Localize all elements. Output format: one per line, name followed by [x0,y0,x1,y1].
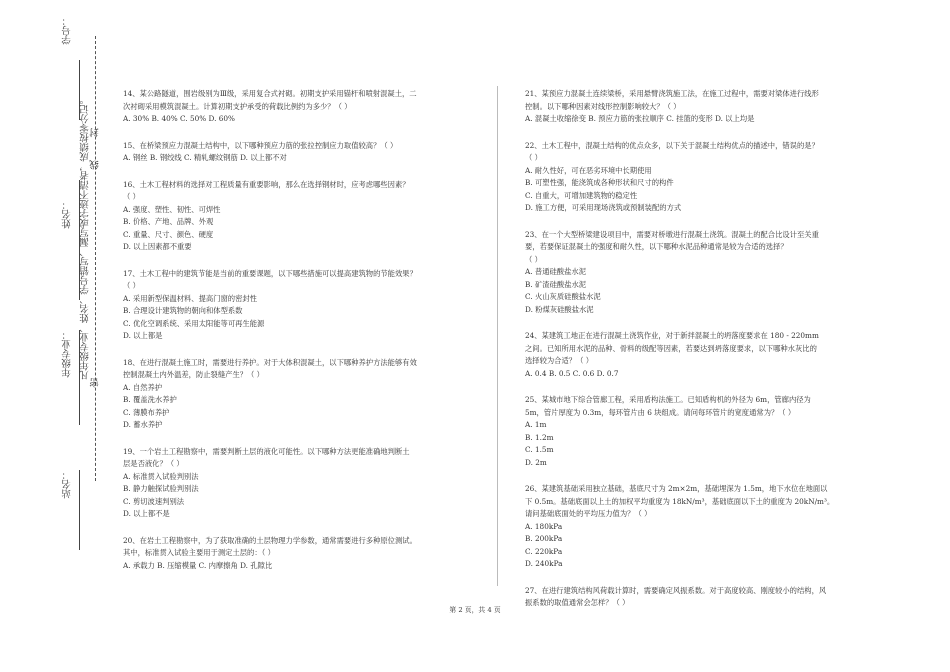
question-25 [525,394,885,469]
question-option: C. 重量、尺寸、颜色、硬度 [123,229,214,239]
question-15 [123,140,483,165]
question-stem: 22、土木工程中，混凝土结构的优点众多，以下关于混凝土结构优点的描述中，错误的是？ [525,140,819,150]
question-stem: 18、在进行混凝土施工时，需要进行养护。对于大体积混凝土，以下哪种养护方法能够有效 [123,357,417,367]
question-option: A. 普通硅酸盐水泥 [525,267,586,276]
question-option: D. 粉煤灰硅酸盐水泥 [525,304,594,314]
question-option: D. 蓄水养护 [123,420,163,429]
question-19 [123,446,483,521]
question-option: A. 承载力 B. 压缩模量 C. 内摩擦角 D. 孔隙比 [123,560,273,570]
question-stem: 下 0.5m。基础底面以上土的加权平均重度为 18kN/m³，基础底面以下土的重度为 20kN/m³。 [525,496,835,506]
question-option: A. 1m [525,420,547,429]
question-option: B. 价格、产地、品牌、外观 [123,217,214,226]
question-stem: （ ） [123,281,140,290]
question-option: C. 剪切波速判别法 [123,496,185,506]
question-24 [525,330,885,380]
left-question-column [123,88,483,572]
question-option: A. 180kPa [525,521,563,531]
question-option: D. 施工方便，可采用现场浇筑或预制装配的方式 [525,203,682,212]
question-stem: 25、某城市地下综合管廊工程，采用盾构法施工。已知盾构机的外径为 6m，管廊内径为 [525,395,811,404]
question-stem: 17、土木工程中的建筑节能是当前的重要课题，以下哪些措施可以提高建筑物的节能效果？ [123,268,417,278]
notice-text: 凡年级专业、姓名、学号错写、漏写或字迹不清者，成绩按零分记。 [80,95,91,380]
question-20 [123,535,483,573]
seal-xian: 线 [90,160,101,170]
question-stem: 之间。已知所用水泥的品种、骨料的级配等因素，若要达到坍落度要求，以下哪种水灰比的 [525,343,817,353]
page-footer: 第 2 页，共 4 页 [449,606,501,614]
question-stem: 层是否液化？（ ） [123,459,184,468]
question-stem: 请问基础底面处的平均压力值为？（ ） [525,509,652,518]
question-option: C. 1.5m [525,445,554,454]
seal-dashed-line [95,36,96,481]
question-option: A. 混凝土收缩徐变 B. 预应力筋的张拉顺序 C. 挂篮的变形 D. 以上均是 [525,114,755,123]
question-option: B. 静力触探试验判别法 [123,484,199,493]
question-stem: 选择较为合适？（ ） [525,356,593,365]
question-stem: （ ） [123,192,140,201]
question-option: A. 采用新型保温材料、提高门窗的密封性 [123,293,257,303]
binding-margin [0,0,110,672]
question-stem: 16、土木工程材料的选择对工程质量有重要影响，那么在选择钢材时，应考虑哪些因素？ [123,179,410,189]
question-stem: 5m，管片厚度为 0.3m，每环管片由 6 块组成。请问每环管片的宽度通常为？（ ） [525,407,796,417]
question-stem: 振系数的取值通常会怎样？（ ） [525,598,630,607]
question-stem: 27、在进行建筑结构风荷载计算时，需要确定风振系数。对于高度较高、刚度较小的结构，风 [525,585,827,595]
question-stem: 次衬砌采用模筑混凝土。计算初期支护承受的荷载比例约为多少？（ ） [123,101,352,111]
question-stem: 控制。以下哪种因素对线形控制影响较大？（ ） [525,101,681,111]
question-option: B. 200kPa [525,534,563,543]
question-stem: 要，若要保证混凝土的强度和耐久性，以下哪种水泥品种通常是较为合适的选择？ [525,242,788,251]
question-option: A. 0.4 B. 0.5 C. 0.6 D. 0.7 [525,368,619,378]
school-underline [79,470,80,550]
question-option: C. 优化空调系统、采用太阳能等可再生能源 [123,318,265,328]
question-14 [123,88,483,126]
question-option: C. 火山灰质硅酸盐水泥 [525,292,601,301]
question-option: A. 30% B. 40% C. 50% D. 60% [123,114,235,123]
question-option: A. 强度、塑性、韧性、可焊性 [123,204,221,214]
question-option: D. 240kPa [525,559,563,568]
question-option: D. 以上都是 [123,331,163,340]
question-stem: 23、在一个大型桥梁建设项目中，需要对桥墩进行混凝土浇筑。混凝土的配合比设计至关重 [525,229,819,239]
question-option: C. 自重大，可增加建筑物的稳定性 [525,190,638,200]
question-23 [525,229,885,317]
question-26 [525,483,885,571]
question-option: B. 合理设计建筑物的朝向和体型系数 [123,306,243,315]
question-16 [123,179,483,254]
question-stem: 其中，标准贯入试验主要用于测定土层的：（ ） [123,548,275,557]
question-stem: 20、在岩土工程勘察中，为了获取准确的土层物理力学参数，通常需要进行多种原位测试。 [123,535,417,545]
school-label: 站名： [62,470,73,499]
grade-label: 年级专业： [62,330,73,378]
question-22 [525,140,885,215]
question-option: A. 自然养护 [123,382,163,392]
question-option: A. 耐久性好，可在恶劣环境中长期使用 [525,165,652,175]
question-option: B. 矿渣硅酸盐水泥 [525,279,587,289]
question-18 [123,357,483,432]
question-stem: 15、在桥梁预应力混凝土结构中，以下哪种预应力筋的张拉控制应力取值较高？（ ） [123,140,398,150]
question-stem: 14、某公路隧道，围岩级别为Ⅲ级，采用复合式衬砌。初期支护采用锚杆和喷射混凝土，二 [123,89,417,98]
question-17 [123,268,483,343]
question-option: B. 1.2m [525,432,554,442]
question-option: A. 标准贯入试验判别法 [123,471,199,481]
question-21 [525,88,885,126]
question-stem: 21、某预应力混凝土连续梁桥，采用悬臂浇筑施工法，在施工过程中，需要对梁体进行线形 [525,89,819,98]
question-stem: （ ） [525,254,542,264]
seal-mi: 密 [90,378,101,388]
question-option: C. 220kPa [525,546,563,556]
exam-number-label: 学号： [62,16,73,45]
question-stem: 24、某建筑工地正在进行混凝土浇筑作业，对于新拌混凝土的坍落度要求在 180 - 220mm [525,331,819,340]
name-label: 姓名： [62,200,73,229]
question-stem: 19、一个岩土工程勘察中，需要判断土层的液化可能性。以下哪种方法更能准确地判断土 [123,446,410,456]
question-stem: （ ） [525,153,542,162]
question-option: D. 以上都不是 [123,509,170,518]
right-question-column [525,88,885,610]
question-option: A. 钢丝 B. 钢绞线 C. 精轧螺纹钢筋 D. 以上都不对 [123,153,287,162]
question-option: D. 2m [525,457,547,467]
question-option: D. 以上因素都不重要 [123,242,192,251]
question-stem: 26、某建筑基础采用独立基础，基底尺寸为 2m×2m，基础埋深为 1.5m，地下水位在地面以 [525,484,828,493]
seal-feng: 封 [90,128,101,138]
question-stem: 控制混凝土内外温差，防止裂缝产生？（ ） [123,370,264,379]
question-option: B. 覆盖洗水养护 [123,395,177,404]
question-option: B. 可塑性强，能浇筑成各种形状和尺寸的构件 [525,178,674,187]
question-option: C. 薄膜布养护 [123,407,170,417]
column-divider [497,86,498,586]
